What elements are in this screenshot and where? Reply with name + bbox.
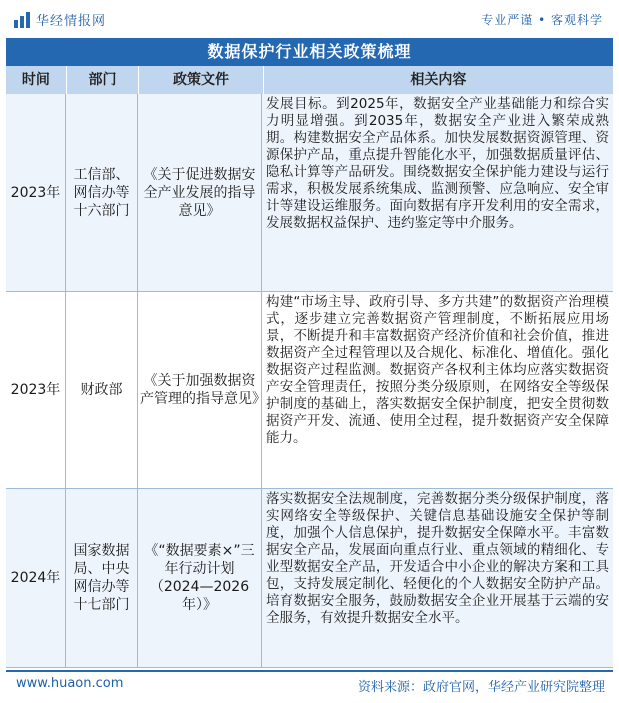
page-title: 数据保护行业相关政策梳理 bbox=[6, 38, 613, 66]
cell-policy: 《“数据要素×”三年行动计划（2024—2026年）》 bbox=[138, 489, 262, 667]
top-bar bbox=[0, 0, 619, 38]
footer bbox=[6, 670, 613, 698]
policy-table bbox=[6, 94, 613, 668]
cell-content: 落实数据安全法规制度，完善数据分类分级保护制度，落实网络安全等级保护、关键信息基础设施安全保护等制度，加强个人信息保护，提升数据安全保障水平。丰富数据安全产品，发展面向重点行业、重点领域的精细化、专业型数据安全产品，开发适合中小企业的解决方案和工具包，支持发展定制化、轻便化的个人数据安全防护产品。培育数据安全服务，鼓励数据安全企业开展基于云端的安全服务，有效提升数据安全水平。 bbox=[266, 491, 609, 626]
cell-time: 2024年 bbox=[6, 489, 66, 667]
column-header-policy: 政策文件 bbox=[139, 66, 263, 94]
cell-department: 国家数据局、中央网信办等十七部门 bbox=[66, 489, 138, 667]
cell-policy: 《关于促进数据安全产业发展的指导意见》 bbox=[138, 94, 262, 291]
table-row bbox=[6, 94, 613, 292]
column-header-department: 部门 bbox=[67, 66, 140, 94]
brand-logo-icon bbox=[14, 12, 30, 28]
column-header-content: 相关内容 bbox=[410, 72, 467, 88]
brand-name: 华经情报网 bbox=[36, 14, 107, 29]
footer-url[interactable]: www.huaon.com bbox=[16, 676, 124, 691]
footer-source: 资料来源：政府官网，华经产业研究院整理 bbox=[357, 680, 605, 695]
cell-content: 构建“市场主导、政府引导、多方共建”的数据资产治理模式，逐步建立完善数据资产管理制度，不断拓展应用场景，不断提升和丰富数据资产经济价值和社会价值，推进数据资产全过程管理以及合规化、标准化、增值化。强化数据资产过程监测。数据资产各权利主体均应落实数据资产安全管理责任，按照分类分级原则，在网络安全等级保护制度的基础上，落实数据安全保护制度，把安全贯彻数据资产开发、流通、使用全过程，提升数据资产安全保障能力。 bbox=[266, 294, 609, 446]
table-row bbox=[6, 489, 613, 668]
table-header bbox=[6, 66, 613, 95]
cell-department: 财政部 bbox=[66, 292, 138, 488]
cell-policy: 《关于加强数据资产管理的指导意见》 bbox=[138, 292, 262, 488]
cell-department: 工信部、网信办等十六部门 bbox=[66, 94, 138, 291]
brand-slogan: 专业严谨 • 客观科学 bbox=[481, 13, 603, 27]
table-row bbox=[6, 292, 613, 489]
cell-content: 发展目标。到2025年，数据安全产业基础能力和综合实力明显增强。到2035年，数据安全产业进入繁荣成熟期。构建数据安全产品体系。加快发展数据资源管理、资源保护产品，重点提升智能化水平，加强数据质量评估、隐私计算等产品研发。围绕数据安全保护能力建设与运行需求，积极发展系统集成、监测预警、应急响应、安全审计等建设运维服务。面向数据有序开发利用的安全需求，发展数据权益保护、违约鉴定等中介服务。 bbox=[266, 96, 609, 231]
brand-logo bbox=[14, 10, 106, 29]
cell-time: 2023年 bbox=[6, 292, 66, 488]
column-header-time: 时间 bbox=[6, 66, 67, 94]
cell-time: 2023年 bbox=[6, 94, 66, 291]
